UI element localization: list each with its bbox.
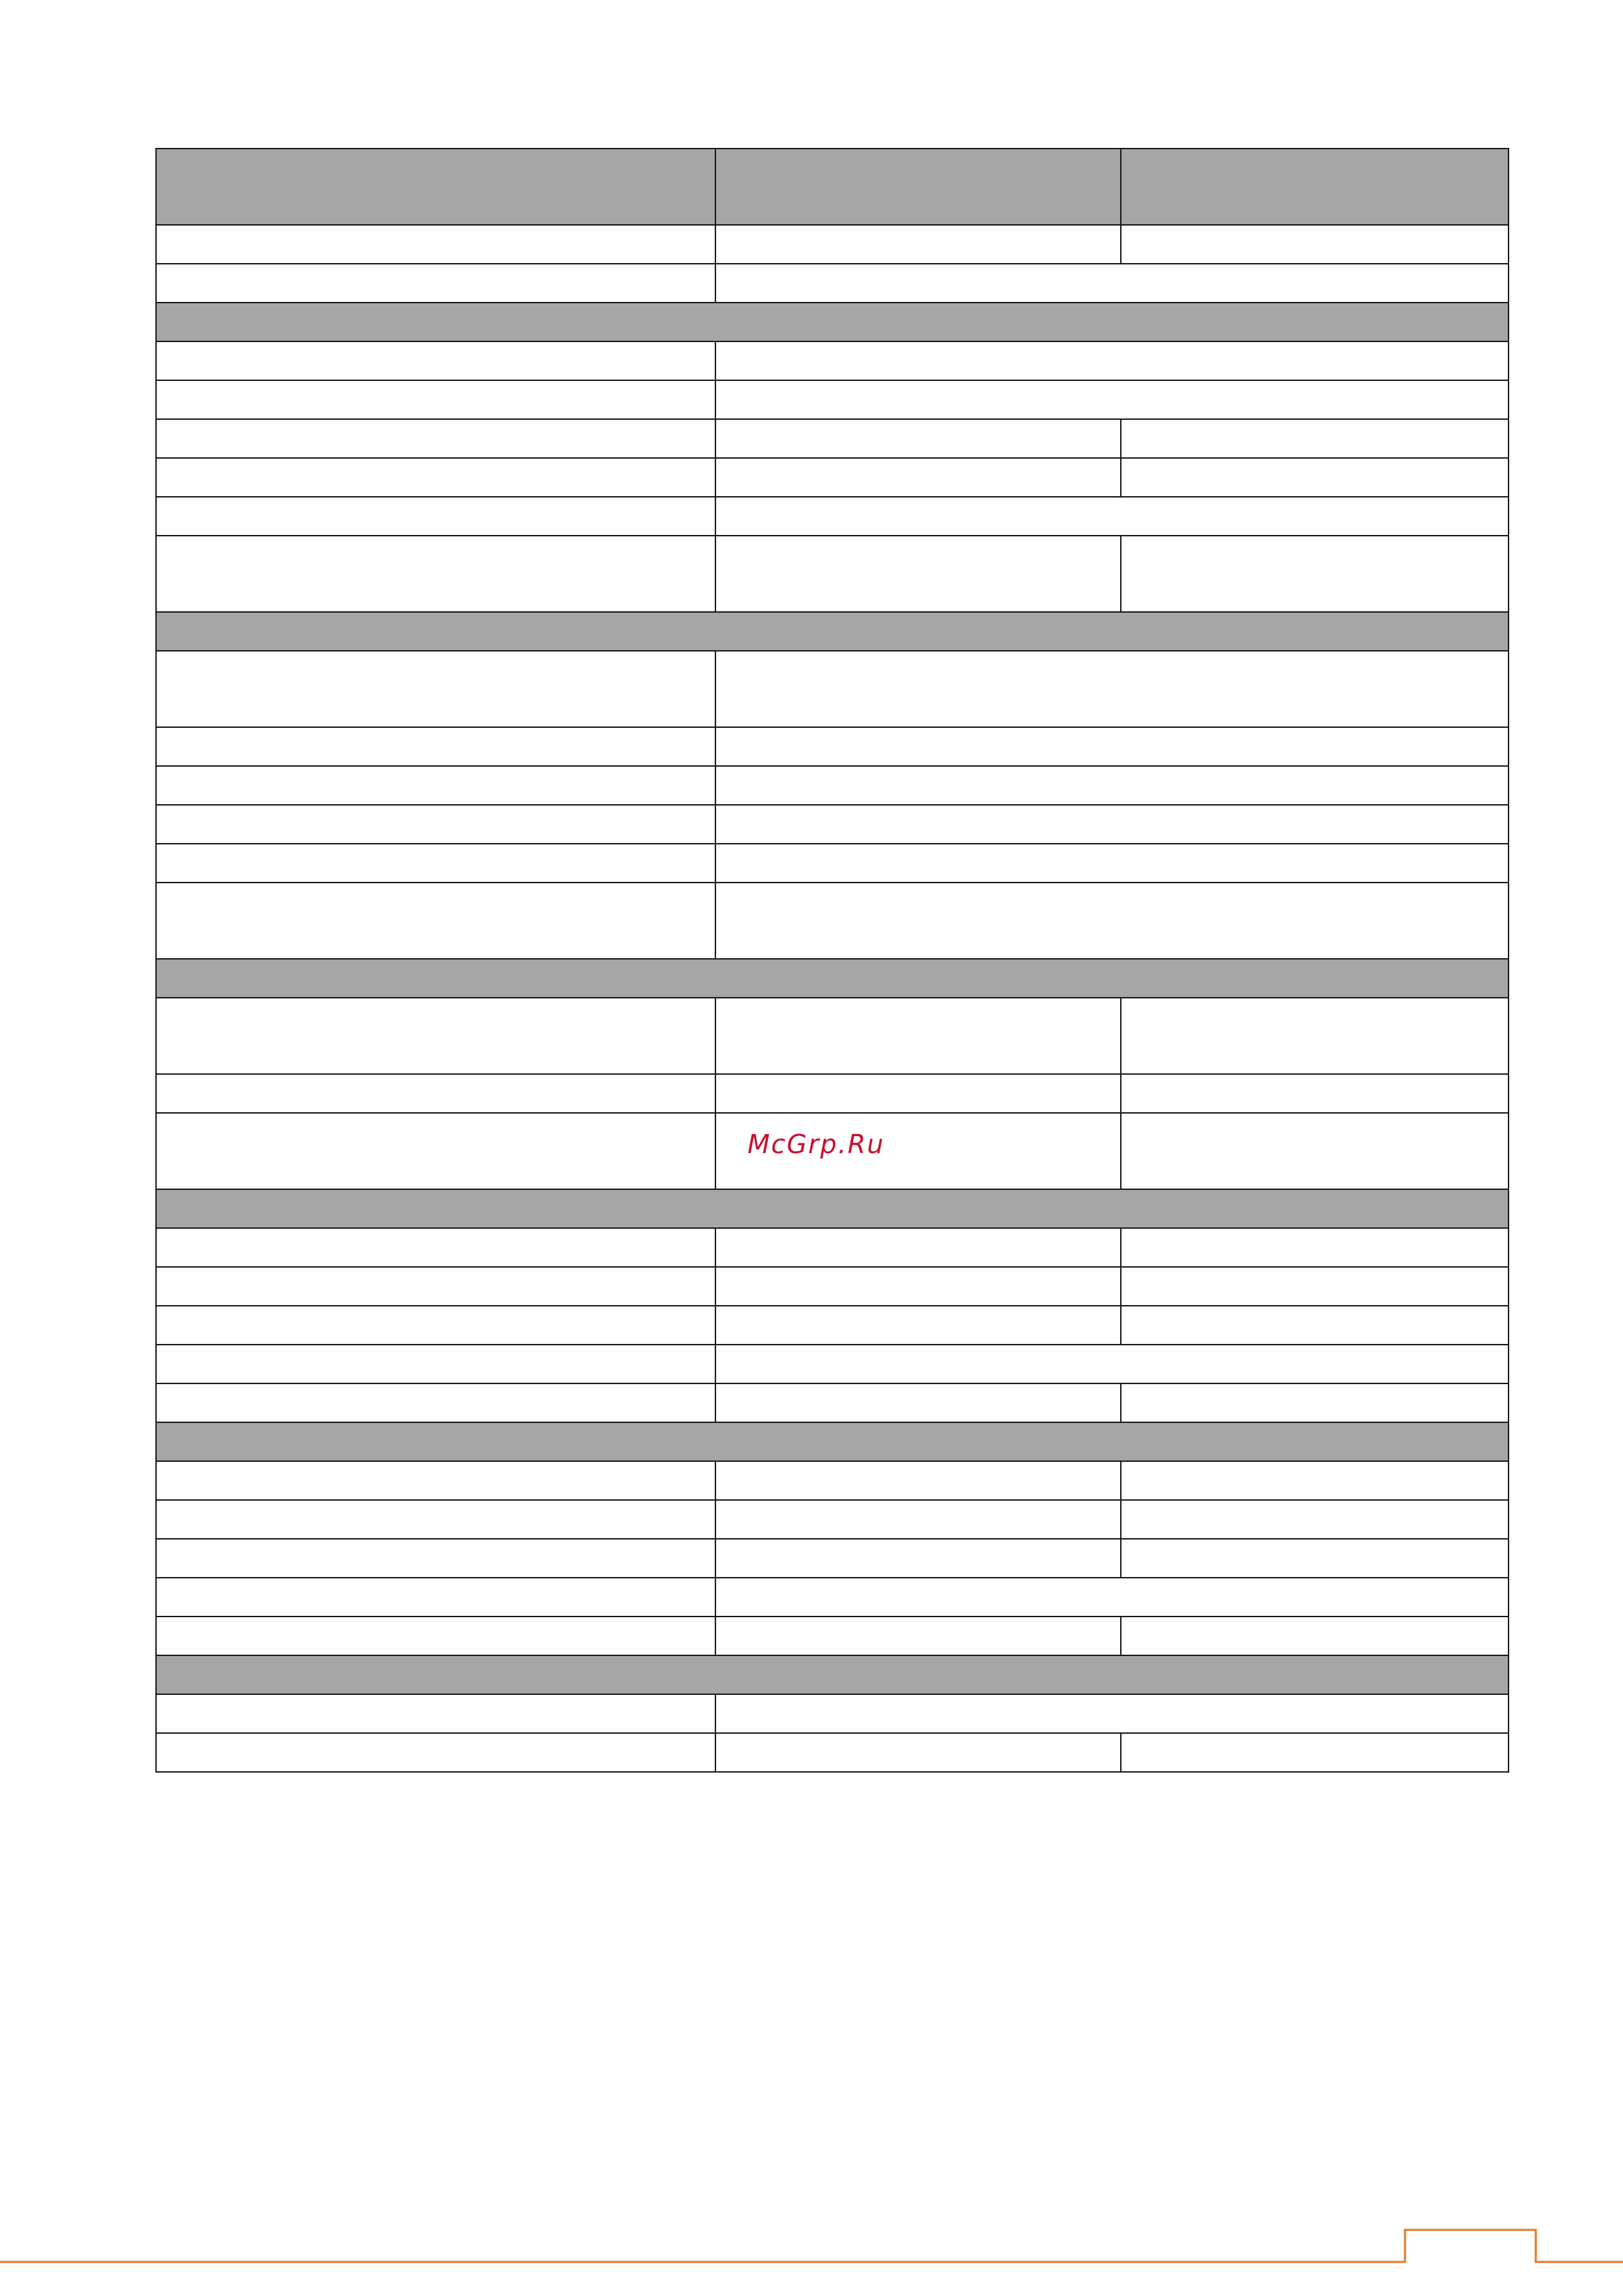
table-cell — [156, 1306, 715, 1345]
table-row — [156, 727, 1509, 766]
table-cell — [156, 1228, 715, 1267]
table-header-row — [156, 149, 1509, 225]
table-cell — [156, 419, 715, 458]
table-cell — [715, 1694, 1509, 1733]
table-row — [156, 1578, 1509, 1617]
table-cell — [156, 727, 715, 766]
footer-accent-line — [0, 2230, 1623, 2262]
table-row — [156, 1074, 1509, 1113]
table-row — [156, 998, 1509, 1074]
table-cell — [1121, 225, 1509, 264]
section-header-cell — [156, 303, 1509, 341]
table-cell — [715, 536, 1121, 612]
section-header-cell — [156, 1189, 1509, 1228]
table-cell — [156, 1113, 715, 1189]
section-header-row — [156, 612, 1509, 651]
table-row — [156, 1733, 1509, 1772]
table-cell — [715, 1383, 1121, 1422]
table-cell — [715, 1228, 1121, 1267]
table-cell — [715, 1733, 1121, 1772]
table-cell — [715, 844, 1509, 883]
table-row — [156, 1539, 1509, 1578]
table-cell — [156, 805, 715, 844]
table-cell — [715, 1539, 1121, 1578]
table-cell — [1121, 1733, 1509, 1772]
header-cell — [1121, 149, 1509, 225]
table-cell — [1121, 458, 1509, 497]
table-cell — [715, 341, 1509, 380]
table-cell — [715, 380, 1509, 419]
table-cell — [715, 805, 1509, 844]
table-cell — [156, 1383, 715, 1422]
table-cell — [156, 1345, 715, 1383]
table-row — [156, 497, 1509, 536]
section-header-row — [156, 1655, 1509, 1694]
table-row — [156, 1461, 1509, 1500]
table-cell — [156, 1733, 715, 1772]
table-cell — [715, 1461, 1121, 1500]
table-cell — [715, 497, 1509, 536]
table-row — [156, 1267, 1509, 1306]
table-cell — [156, 458, 715, 497]
section-header-row — [156, 959, 1509, 998]
table-cell — [156, 998, 715, 1074]
table-row — [156, 419, 1509, 458]
table-cell — [715, 419, 1121, 458]
table-cell — [1121, 1267, 1509, 1306]
table-row — [156, 1345, 1509, 1383]
table-cell — [715, 998, 1121, 1074]
section-header-cell — [156, 1422, 1509, 1461]
table-cell — [156, 1694, 715, 1733]
table-row — [156, 1500, 1509, 1539]
table-cell — [156, 380, 715, 419]
table-cell — [715, 264, 1509, 303]
table-cell — [1121, 1306, 1509, 1345]
table-cell — [156, 766, 715, 805]
table-cell — [1121, 1113, 1509, 1189]
table-cell — [715, 1345, 1509, 1383]
section-header-cell — [156, 959, 1509, 998]
table-cell — [715, 1617, 1121, 1655]
table-cell — [156, 341, 715, 380]
table-cell — [156, 1578, 715, 1617]
table-cell — [156, 225, 715, 264]
table-cell — [1121, 419, 1509, 458]
table-row — [156, 805, 1509, 844]
table-cell — [715, 1578, 1509, 1617]
table-cell — [1121, 1383, 1509, 1422]
table-cell — [715, 883, 1509, 959]
table-row — [156, 766, 1509, 805]
table-cell — [1121, 1228, 1509, 1267]
table-cell — [715, 458, 1121, 497]
table-cell — [156, 1539, 715, 1578]
table-row — [156, 1694, 1509, 1733]
table-cell — [1121, 1461, 1509, 1500]
table-cell — [715, 1500, 1121, 1539]
table-row — [156, 380, 1509, 419]
section-header-cell — [156, 1655, 1509, 1694]
table-cell — [156, 1461, 715, 1500]
table-cell — [156, 1267, 715, 1306]
table-row — [156, 225, 1509, 264]
table-row — [156, 1306, 1509, 1345]
table-row — [156, 1228, 1509, 1267]
specifications-table — [155, 148, 1509, 1773]
table-cell — [715, 225, 1121, 264]
table-row — [156, 536, 1509, 612]
header-cell — [156, 149, 715, 225]
table-row — [156, 1617, 1509, 1655]
watermark: McGrp.Ru — [747, 1129, 885, 1159]
table-row — [156, 651, 1509, 727]
table-cell — [156, 1617, 715, 1655]
table-cell — [156, 1074, 715, 1113]
table-row — [156, 1383, 1509, 1422]
table-row — [156, 883, 1509, 959]
table-cell — [715, 766, 1509, 805]
section-header-row — [156, 1422, 1509, 1461]
table-cell — [156, 264, 715, 303]
table-cell — [156, 497, 715, 536]
section-header-row — [156, 303, 1509, 341]
table-row — [156, 458, 1509, 497]
table-cell — [1121, 998, 1509, 1074]
table-cell — [715, 651, 1509, 727]
table-row — [156, 341, 1509, 380]
table-cell — [1121, 1500, 1509, 1539]
table-cell — [156, 651, 715, 727]
section-header-row — [156, 1189, 1509, 1228]
table-cell — [715, 727, 1509, 766]
table-cell — [715, 1306, 1121, 1345]
table-cell — [1121, 1617, 1509, 1655]
table-cell — [156, 844, 715, 883]
table-cell — [156, 536, 715, 612]
table-cell — [156, 883, 715, 959]
table-cell — [1121, 1539, 1509, 1578]
table-cell — [1121, 1074, 1509, 1113]
table-cell — [715, 1074, 1121, 1113]
header-cell — [715, 149, 1121, 225]
table-cell — [156, 1500, 715, 1539]
section-header-cell — [156, 612, 1509, 651]
table-cell — [715, 1267, 1121, 1306]
table-row — [156, 264, 1509, 303]
table-row — [156, 844, 1509, 883]
table-cell — [1121, 536, 1509, 612]
